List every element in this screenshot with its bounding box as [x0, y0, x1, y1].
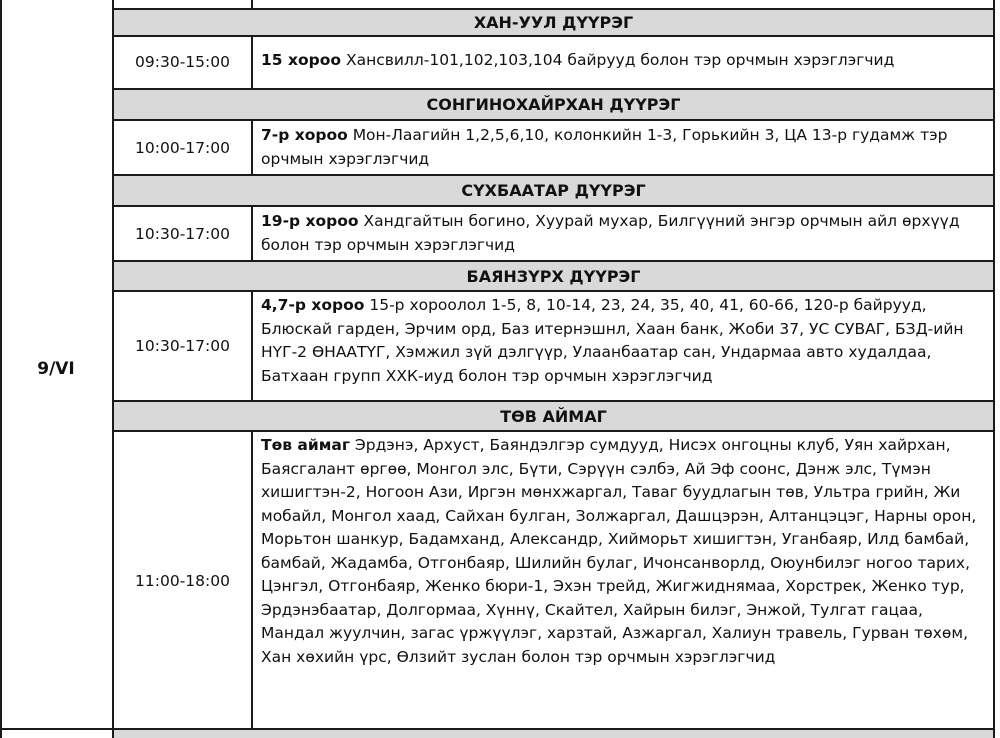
date-cell: 9/VI [37, 359, 75, 379]
khoroo-label: 15 хороо [261, 51, 342, 69]
time-cell: 10:30-17:00 [135, 224, 230, 243]
khoroo-label: 7-р хороо [261, 126, 348, 144]
area-text: 15-р хороолол 1-5, 8, 10-14, 23, 24, 35, 40, 41, 60-66, 120-р байрууд, Блюскай гарден, Эрчим орд, Баз итернэшнл, Хаан банк, Жоби 37, УС СУВАГ, БЗД-ийн НҮГ-2 ӨНААТҮГ, Хэмжил зүй дэлгүүр, Улаанбаатар сан, Ундармаа авто худалдаа, Батхаан групп ХХК-иуд болон тэр орчмын хэрэглэгчид [261, 296, 964, 385]
grid-line [112, 119, 995, 121]
grid-line [251, 430, 253, 730]
district-header-tov-aimag: ТӨВ АЙМАГ [114, 402, 993, 430]
khoroo-label: Төв аймаг [261, 436, 350, 454]
next-row-header [114, 730, 993, 738]
time-cell: 11:00-18:00 [135, 572, 230, 590]
time-cell: 09:30-15:00 [135, 52, 230, 71]
grid-line [112, 430, 995, 432]
grid-line [112, 205, 995, 207]
district-header-sukhbaatar: СҮХБААТАР ДҮҮРЭГ [114, 176, 993, 205]
grid-line [112, 88, 995, 90]
grid-line [112, 400, 995, 402]
grid-line [251, 0, 253, 8]
district-header-songinokhairkhan: СОНГИНОХАЙРХАН ДҮҮРЭГ [114, 90, 993, 119]
area-description [261, 434, 989, 669]
grid-line [112, 290, 995, 292]
grid-line [112, 0, 114, 738]
grid-line [251, 119, 253, 176]
grid-line [251, 35, 253, 90]
area-text: Мон-Лаагийн 1,2,5,6,10, колонкийн 1-3, Горькийн 3, ЦА 13-р гудамж тэр орчмын хэрэглэгчид [261, 126, 948, 168]
grid-line [251, 205, 253, 262]
khoroo-label: 4,7-р хороо [261, 296, 365, 314]
area-description [261, 124, 989, 171]
area-text: Хансвилл-101,102,103,104 байрууд болон тэр орчмын хэрэглэгчид [345, 51, 895, 69]
grid-line [112, 260, 995, 262]
area-description [261, 294, 989, 388]
grid-line [251, 290, 253, 402]
area-text: Хандгайтын богино, Хуурай мухар, Билгүүний энгэр орчмын айл өрхүүд болон тэр орчмын хэрэглэгчид [261, 212, 960, 254]
grid-line [0, 728, 995, 730]
grid-line [112, 174, 995, 176]
district-header-bayanzurkh: БАЯНЗҮРХ ДҮҮРЭГ [114, 262, 993, 290]
time-cell: 10:30-17:00 [135, 337, 230, 355]
area-description [261, 210, 989, 257]
area-description [261, 49, 989, 73]
grid-line [0, 0, 2, 738]
area-text: Эрдэнэ, Архуст, Баяндэлгэр сумдууд, Нисэх онгоцны клуб, Уян хайрхан, Баясгалант өргөө, Монгол элс, Бүти, Сэрүүн сэлбэ, Ай Эф соонс, Дэнж элс, Түмэн хишигтэн-2, Ногоон Ази, Иргэн мөнхжаргал, Таваг буудлагын төв, Ультра грийн, Жи мобайл, Монгол хаад, Сайхан булган, Золжаргал, Дашцэрэн, Алтанцэцэг, Нарны орон, Морьтон шанкур, Бадамханд, Александр, Хийморьт хишигтэн, Уганбаяр, Илд бамбай, бамбай, Жадамба, Отгонбаяр, Шилийн булаг, Ичонсанворлд, Оюунбилэг ногоо тарих, Цэнгэл, Отгонбаяр, Женко бюри-1, Эхэн трейд, Жигжиднямаа, Хорстрек, Женко тур, Эрдэнэбаатар, Долгормаа, Хүннү, Скайтел, Хайрын билэг, Энжой, Тулгат гацаа, Мандал жуулчин, загас үржүүлэг, харзтай, Азжаргал, Халиун травель, Гурван төхөм, Хан хөхийн үрс, Өлзийт зуслан болон тэр орчмын хэрэглэгчид [261, 436, 977, 666]
district-header-khan-uul: ХАН-УУЛ ДҮҮРЭГ [114, 10, 993, 35]
grid-line [993, 0, 995, 738]
time-cell: 10:00-17:00 [135, 138, 230, 157]
grid-line [112, 8, 995, 10]
grid-line [112, 35, 995, 37]
khoroo-label: 19-р хороо [261, 212, 359, 230]
